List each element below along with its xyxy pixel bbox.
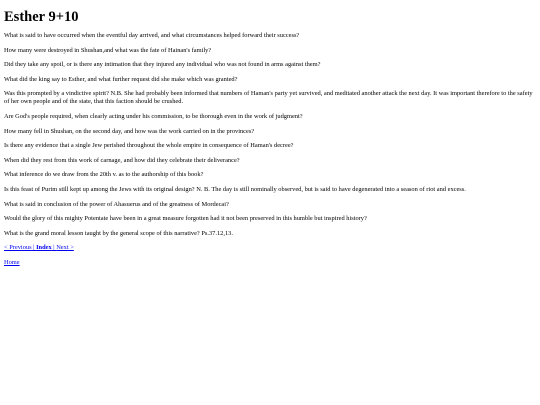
page-title: Esther 9+10 [4, 9, 79, 25]
separator-link-2[interactable]: | [51, 244, 57, 252]
question-item: Is this feast of Purim still kept up among the Jews with its original design? N. B. The day is still nominally observed, but is said to have degenerated into a season of riot and excess. [4, 185, 466, 193]
next-link[interactable]: Next > [56, 244, 74, 252]
question-item: How many fell in Shushan, on the second day, and how was the work carried on in the provinces? [4, 127, 255, 135]
question-item: Would the glory of this mighty Potentate have been in a great measure forgotten had it not been preserved in this humble but inspired history? [4, 215, 367, 223]
question-item: Is there any evidence that a single Jew perished throughout the whole empire in consequence of Haman's decree? [4, 142, 294, 150]
question-item: Did they take any spoil, or is there any intimation that they injured any individual who was not found in arms against them? [4, 61, 321, 69]
question-list [4, 32, 536, 238]
separator-link[interactable]: | [31, 244, 37, 252]
home-link-wrapper [4, 259, 536, 267]
previous-link[interactable]: < Previous [4, 244, 32, 252]
index-link[interactable]: Index [36, 244, 52, 252]
home-link[interactable]: Home [4, 258, 20, 266]
question-item: Are God's people required, when clearly acting under his commission, to be thorough even in the work of judgment? [4, 112, 303, 120]
question-item: What is said in conclusion of the power of Ahasuerus and of the greatness of Mordecai? [4, 200, 229, 208]
question-item: How many were destroyed in Shushan,and what was the fate of Hainan's family? [4, 46, 212, 54]
question-item: What is the grand moral lesson taught by the general scope of this narrative? Ps.37.12,13. [4, 229, 233, 237]
question-item: Was this prompted by a vindictive spirit? N.B. She had probably been informed that numbers of Haman's party yet survived, and meditated another attack the next day. It was important therefore to the safety of her own people and of the state, that this faction should be crushed. [4, 90, 533, 106]
question-item: What inference do we draw from the 20th v. as to the authorship of this book? [4, 171, 204, 179]
question-item: What is said to have occurred when the eventful day arrived, and what circumstances helped forward their success? [4, 32, 300, 39]
question-item: When did they rest from this work of carnage, and how did they celebrate their deliverance? [4, 156, 240, 164]
page-navigation [4, 244, 536, 252]
question-item: What did the king say to Esther, and what further request did she make which was granted? [4, 75, 238, 83]
